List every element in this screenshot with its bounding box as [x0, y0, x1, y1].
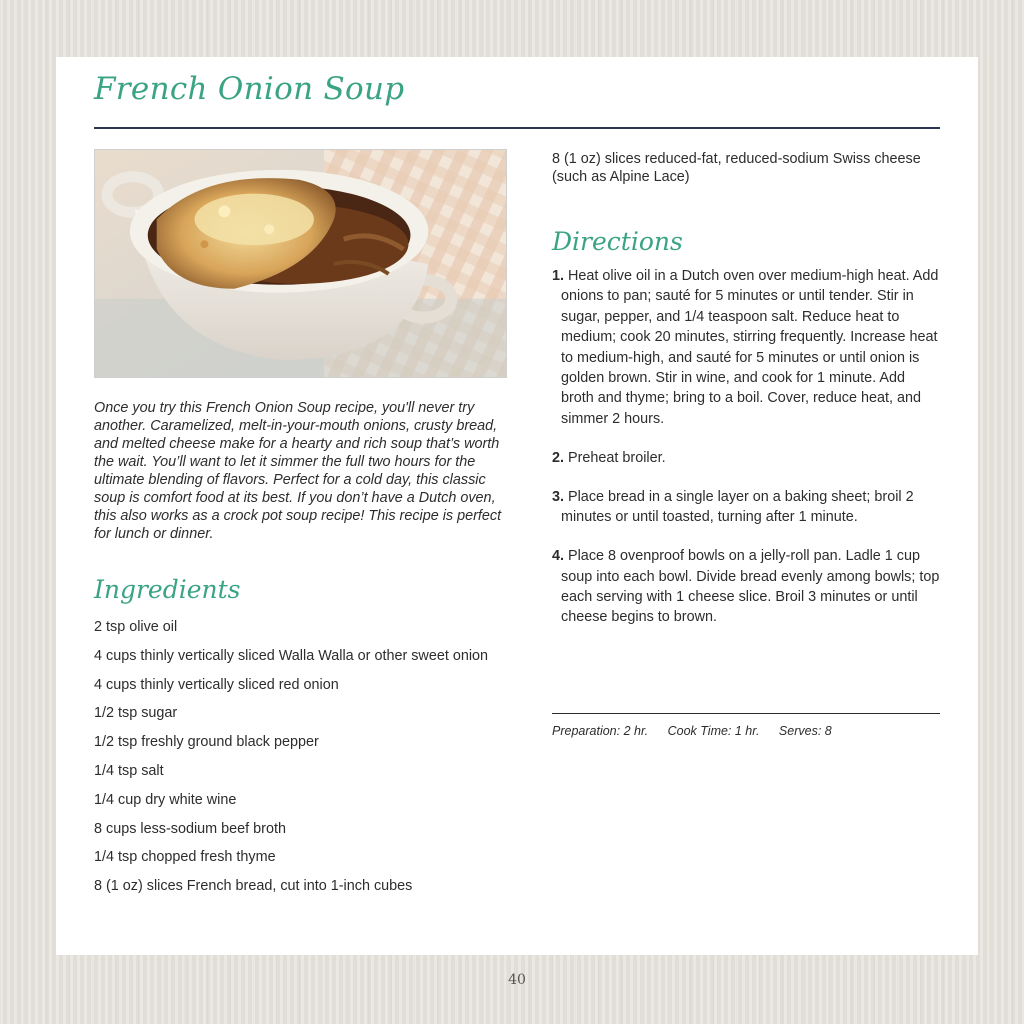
- ingredients-list: [94, 618, 514, 906]
- ingredient-item-continued: 8 (1 oz) slices reduced-fat, reduced-sodium Swiss cheese (such as Alpine Lace): [552, 151, 921, 185]
- step-text: Preheat broiler.: [568, 449, 666, 466]
- direction-step: [552, 546, 940, 628]
- ingredients-heading: Ingredients: [94, 575, 241, 604]
- recipe-intro: Once you try this French Onion Soup recipe, you'll never try another. Caramelized, melt-in-your-mouth onions, crusty bread, and melted cheese make for a hearty and rich soup that’s worth the wait. You’ll want to let it simmer the full two hours for the ultimate blending of flavors. Perfect for a cold day, this classic soup is comfort food at its best. If you don’t have a Dutch oven, this also works as a crock pot soup recipe! This recipe is perfect for lunch or dinner.: [94, 400, 502, 542]
- meta-divider: [552, 713, 940, 714]
- direction-step: [552, 448, 940, 468]
- cook-time: Cook Time: 1 hr.: [667, 724, 760, 738]
- direction-step: [552, 266, 940, 429]
- ingredient-item: 1/4 tsp salt: [94, 762, 164, 779]
- step-text: Place 8 ovenproof bowls on a jelly-roll pan. Ladle 1 cup soup into each bowl. Divide bread evenly among bowls; top each serving with 1 cheese slice. Broil 3 minutes or until cheese begins to brown.: [561, 548, 940, 626]
- step-number: 3.: [552, 488, 565, 505]
- step-text: Place bread in a single layer on a baking sheet; broil 2 minutes or until toasted, turning after 1 minute.: [561, 488, 914, 526]
- directions-list: [552, 266, 940, 646]
- page-number: 40: [508, 972, 526, 988]
- ingredient-item: 4 cups thinly vertically sliced red onion: [94, 676, 339, 693]
- ingredient-item: 1/2 tsp sugar: [94, 705, 178, 722]
- step-number: 2.: [552, 449, 565, 466]
- ingredient-item: 8 (1 oz) slices French bread, cut into 1-inch cubes: [94, 878, 413, 895]
- direction-step: [552, 487, 940, 528]
- servings: Serves: 8: [778, 724, 832, 738]
- step-text: Heat olive oil in a Dutch oven over medium-high heat. Add onions to pan; sauté for 5 minutes or until tender. Stir in sugar, pepper, and 1/4 teaspoon salt. Reduce heat to medium; cook 20 minutes, stirring frequently. Increase heat to medium-high, and sauté for 5 minutes or until onion is golden brown. Stir in wine, and cook for 1 minute. Add broth and thyme; bring to a boil. Cover, reduce heat, and simmer 2 hours.: [561, 268, 939, 427]
- recipe-title: French Onion Soup: [94, 71, 405, 107]
- ingredient-item: 2 tsp olive oil: [94, 619, 178, 635]
- ingredient-item: 4 cups thinly vertically sliced Walla Walla or other sweet onion: [94, 647, 489, 664]
- step-number: 4.: [552, 548, 565, 565]
- directions-heading: Directions: [552, 227, 683, 256]
- ingredient-item: 1/4 cup dry white wine: [94, 791, 237, 808]
- ingredient-item: 1/4 tsp chopped fresh thyme: [94, 849, 276, 866]
- ingredient-item: 1/2 tsp freshly ground black pepper: [94, 734, 319, 751]
- ingredient-item: 8 cups less-sodium beef broth: [94, 820, 286, 837]
- soup-photo: [94, 149, 507, 378]
- recipe-meta: [552, 724, 848, 738]
- step-number: 1.: [552, 268, 565, 284]
- prep-time: Preparation: 2 hr.: [552, 724, 649, 738]
- recipe-card: [56, 57, 978, 955]
- title-divider: [94, 127, 940, 129]
